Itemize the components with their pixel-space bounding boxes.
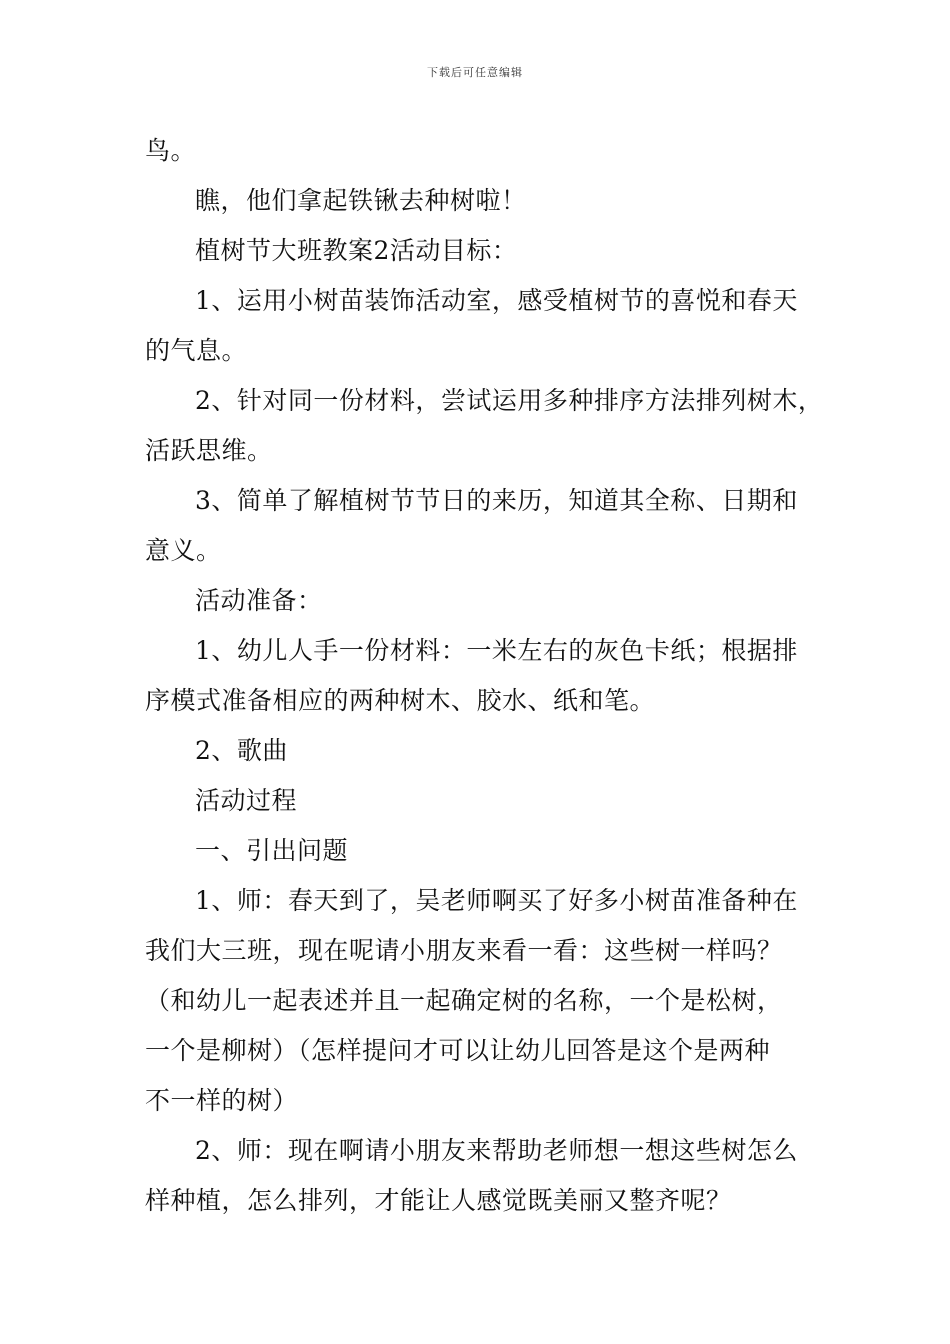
text-line: 的气息。 <box>145 336 248 365</box>
text-line: 样种植，怎么排列，才能让人感觉既美丽又整齐呢？ <box>145 1186 732 1215</box>
text-line: 不一样的树） <box>145 1086 299 1115</box>
text-line: 1、师：春天到了，吴老师啊买了好多小树苗准备种在 <box>195 886 798 915</box>
text-line: （和幼儿一起表述并且一起确定树的名称，一个是松树， <box>145 986 783 1015</box>
document-body <box>145 126 824 1226</box>
text-line: 2、歌曲 <box>195 736 288 765</box>
text-line: 1、幼儿人手一份材料：一米左右的灰色卡纸；根据排 <box>195 636 798 665</box>
text-line: 活跃思维。 <box>145 436 273 465</box>
text-line: 鸟。 <box>145 136 197 165</box>
text-line: 一、引出问题 <box>195 836 349 865</box>
text-line: 一个是柳树）（怎样提问才可以让幼儿回答是这个是两种 <box>145 1036 771 1065</box>
text-line: 1、运用小树苗装饰活动室，感受植树节的喜悦和春天 <box>195 286 798 315</box>
text-line: 2、师：现在啊请小朋友来帮助老师想一想这些树怎么 <box>195 1136 798 1165</box>
text-line: 序模式准备相应的两种树木、胶水、纸和笔。 <box>145 686 656 715</box>
section-heading: 植树节大班教案2活动目标： <box>195 236 518 265</box>
page-header: 下载后可任意编辑 <box>427 66 523 79</box>
section-heading: 活动准备： <box>195 586 323 615</box>
section-heading: 活动过程 <box>195 786 298 815</box>
text-line: 瞧，他们拿起铁锹去种树啦！ <box>195 186 527 215</box>
text-line: 意义。 <box>145 536 222 565</box>
text-line: 3、简单了解植树节节日的来历，知道其全称、日期和 <box>195 486 798 515</box>
text-line: 我们大三班，现在呢请小朋友来看一看：这些树一样吗？ <box>145 936 783 965</box>
text-line: 2、针对同一份材料，尝试运用多种排序方法排列树木， <box>195 386 824 415</box>
